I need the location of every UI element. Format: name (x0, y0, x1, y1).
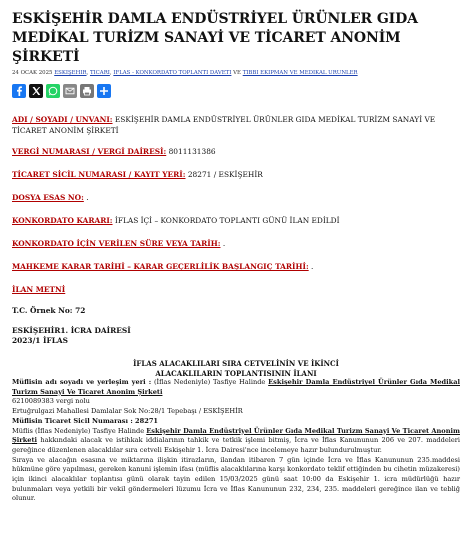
icra-dairesi: ESKİŞEHİR1. İCRA DAİRESİ (12, 326, 131, 335)
p1-name: Eskişehir Damla Endüstriyel Ürünler Gıda Medikal Turizm Sanayi Ve Ticaret Anonim Şirketi (12, 426, 460, 445)
meta-and: VE (233, 70, 241, 76)
field-adi-value: ESKİŞEHİR DAMLA ENDÜSTRİYEL ÜRÜNLER GIDA MEDİKAL TURİZM SANAYİ VE TİCARET ANONİM ŞİRKETİ (12, 115, 436, 135)
muflis-name: Eskişehir Damla Endüstriyel Ürünler Gıda Medikal Turizm Sanayi Ve Ticaret Anonim Şirketi (12, 378, 460, 396)
field-vergi-value: 8011131386 (166, 147, 216, 156)
field-vergi (12, 146, 460, 157)
field-karar-label: KONKORDATO KARARI: (12, 216, 113, 225)
p1-post: hakkındaki alacak ve istihkak iddialarının tahkik ve tetkik işlemi bitmiş, İcra ve İflas Kanununun 206 ve 207. maddeleri gereğince düzenlenen alacaklılar sıra cetveli Eskişehir 1. İcra Dairesi'nce incelemeye hazır bulundurulmuştur. (12, 436, 460, 454)
post-date: 24 OCAK 2025 (12, 70, 53, 76)
muflis-line (12, 378, 460, 397)
field-vergi-label: VERGİ NUMARASI / VERGİ DAİRESİ: (12, 147, 167, 156)
category-link-medikal[interactable]: TIBBİ EKİPMAN VE MEDİKAL ÜRÜNLER (242, 70, 358, 76)
muflis-sicil-label: Müflisin Ticaret Sicil Numarası : (12, 416, 133, 425)
whatsapp-icon[interactable] (46, 84, 60, 98)
post-meta: 24 OCAK 2025 ESKİŞEHİR, TİCARİ, İFLAS - KONKORDATO TOPLANTI DAVETİ VE TIBBİ EKİPMAN VE MEDİKAL ÜRÜNLER (12, 70, 358, 76)
p1-pre: Müflis (İflas Nedeniyle) Tasfiye Halinde (12, 426, 147, 435)
category-link-eskisehir[interactable]: ESKİŞEHİR (54, 70, 87, 76)
field-sicil-value: 28271 / ESKİŞEHİR (185, 170, 263, 179)
field-mahkeme-value: . (308, 262, 314, 271)
category-link-ticari[interactable]: TİCARİ (89, 70, 110, 76)
field-sicil (12, 169, 460, 180)
field-sicil-label: TİCARET SİCİL NUMARASI / KAYIT YERİ: (12, 170, 186, 179)
muflis-adres: Ertuğrulgazi Mahallesi Damlalar Sok No:28/1 Tepebaşı / ESKİŞEHİR (12, 407, 243, 416)
ilan-heading-line1: İFLAS ALACAKLILARI SIRA CETVELİNİN VE İKİNCİ (133, 359, 339, 368)
muflis-pre: (İflas Nedeniyle) Tasfiye Halinde (151, 378, 269, 386)
field-dosya-value: . (83, 193, 89, 202)
iflas-dosya: 2023/1 İFLAS (12, 336, 68, 345)
share-bar (12, 84, 460, 98)
muflis-label: Müflisin adı soyadı ve yerleşim yeri : (12, 378, 152, 386)
field-mahkeme-label: MAHKEME KARAR TARİHİ – KARAR GEÇERLİLİK BAŞLANGIÇ TARİHİ: (12, 262, 309, 271)
muflis-sicil-value: 28271 (132, 416, 159, 425)
field-ilan (12, 284, 460, 295)
ilan-metni-label: İLAN METNİ (12, 285, 66, 294)
field-dosya-label: DOSYA ESAS NO: (12, 193, 84, 202)
facebook-icon[interactable] (12, 84, 26, 98)
field-adi-label: ADI / SOYADI / UNVANI: (12, 115, 113, 124)
x-icon[interactable] (29, 84, 43, 98)
field-dosya (12, 192, 460, 203)
field-adi (12, 114, 460, 136)
field-karar-value: İFLAS İÇİ – KONKORDATO TOPLANTI GÜNÜ İLAN EDİLDİ (112, 216, 340, 225)
email-icon[interactable] (63, 84, 77, 98)
muflis-vergi: 6210089383 vergi nolu (12, 397, 90, 406)
ilan-heading-line2: ALACAKLILARIN TOPLANTISININ İLANI (155, 368, 317, 378)
field-karar (12, 215, 460, 226)
field-mahkeme (12, 261, 460, 272)
ornek-no: T.C. Örnek No: 72 (12, 306, 86, 315)
category-link-iflas[interactable]: İFLAS - KONKORDATO TOPLANTI DAVETİ (113, 70, 232, 76)
field-sure (12, 238, 460, 249)
ilan-paragraph-2: Sıraya ve alacağın esasına ve miktarına ilişkin itirazların, ilandan itibaren 7 gün içinde İcra ve İflas Kanununun 235.maddesi hükmüne göre yapılması, gereken kanuni işlemin ifası (müflis alacaklılarına karşı konkordato teklif ettiğinden bu cihetin müzakeresi) için ikinci alacaklılar toplantısı günü olarak tayin edilen 15/03/2025 günü saat 10:00 da Eskişehir 1. icra müdürlüğü hazır bulunmaları veya yetkili bir vekil göndermeleri lüzumu İcra ve İflas Kanununun 232, 234, 235. maddeleri gereğince ilan ve tebliğ olunur. (12, 455, 460, 503)
ilan-paragraph-1 (12, 427, 460, 456)
field-sure-label: KONKORDATO İÇİN VERİLEN SÜRE VEYA TARİH: (12, 239, 221, 248)
field-sure-value: . (220, 239, 226, 248)
page-title: ESKİŞEHİR DAMLA ENDÜSTRİYEL ÜRÜNLER GIDA MEDİKAL TURİZM SANAYİ VE TİCARET ANONİM ŞİRKETİ (12, 11, 418, 65)
muflis-sicil (12, 417, 460, 427)
share-icon[interactable] (97, 84, 111, 98)
print-icon[interactable] (80, 84, 94, 98)
